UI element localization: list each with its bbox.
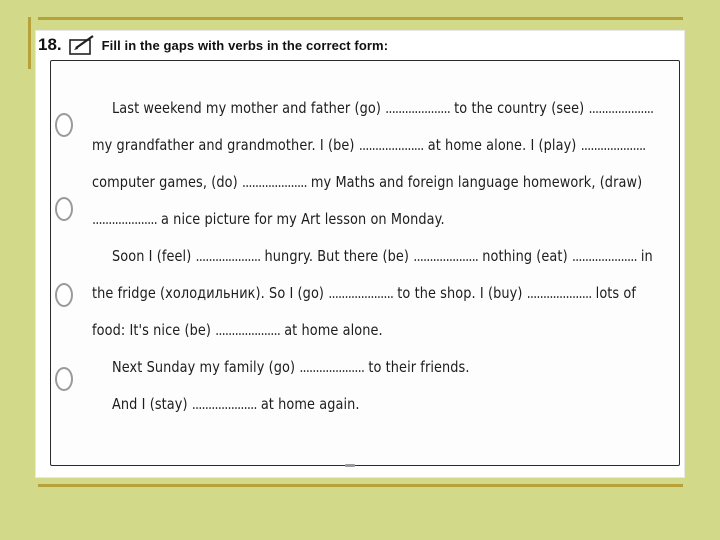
pencil-paper-icon [68, 34, 96, 56]
text-segment: Last weekend my mother and father (go) [112, 99, 386, 117]
text-line-4 [92, 210, 445, 228]
answer-gap: .................... [92, 210, 157, 228]
exercise-header [38, 33, 388, 57]
text-line-3 [92, 173, 642, 191]
text-line-1 [112, 99, 653, 117]
answer-gap: .................... [299, 358, 365, 376]
text-segment: my grandfather and grandmother. I (be) [92, 136, 359, 154]
decorative-rule-top [38, 17, 683, 20]
text-segment: at home alone. [280, 321, 383, 339]
answer-gap: .................... [191, 395, 257, 413]
text-segment: Next Sunday my family (go) [112, 358, 300, 376]
text-segment: to the shop. I (buy) [393, 284, 527, 302]
binder-hole-icon [55, 283, 73, 307]
text-segment: food: It's nice (be) [92, 321, 216, 339]
text-line-6 [92, 284, 636, 302]
answer-gap: .................... [588, 99, 654, 117]
answer-gap: .................... [195, 247, 261, 265]
binder-hole-icon [55, 197, 73, 221]
answer-gap: .................... [215, 321, 281, 339]
text-segment: a nice picture for my Art lesson on Monday. [156, 210, 445, 228]
text-line-8 [112, 358, 470, 376]
text-segment: my Maths and foreign language homework, (draw) [306, 173, 643, 191]
answer-gap: .................... [358, 136, 424, 154]
answer-gap: .................... [385, 99, 450, 117]
text-line-2 [92, 136, 645, 154]
text-line-9 [112, 395, 360, 413]
exercise-instruction: Fill in the gaps with verbs in the correct form: [101, 37, 389, 53]
answer-gap: .................... [328, 284, 394, 302]
text-segment: lots of [591, 284, 637, 302]
text-segment: at home alone. I (play) [423, 136, 581, 154]
exercise-number: 18. [38, 35, 62, 54]
scan-mark [345, 464, 355, 467]
text-segment: at home again. [256, 395, 360, 413]
answer-gap: .................... [571, 247, 637, 265]
text-segment: hungry. But there (be) [260, 247, 414, 265]
text-segment: nothing (eat) [478, 247, 572, 265]
binder-hole-icon [55, 367, 73, 391]
text-segment: to their friends. [364, 358, 470, 376]
decorative-rule-left [28, 17, 31, 69]
answer-gap: .................... [526, 284, 592, 302]
text-segment: to the country (see) [449, 99, 589, 117]
text-segment: in [636, 247, 653, 265]
answer-gap: .................... [413, 247, 479, 265]
decorative-rule-bottom [38, 484, 683, 487]
binder-hole-icon [55, 113, 73, 137]
text-segment: And I (stay) [112, 395, 192, 413]
answer-gap: .................... [241, 173, 307, 191]
text-segment: computer games, (do) [92, 173, 242, 191]
answer-gap: .................... [580, 136, 646, 154]
text-line-7 [92, 321, 383, 339]
text-line-5 [112, 247, 653, 265]
text-segment: Soon I (feel) [112, 247, 196, 265]
text-segment: the fridge (холодильник). So I (go) [92, 284, 329, 302]
